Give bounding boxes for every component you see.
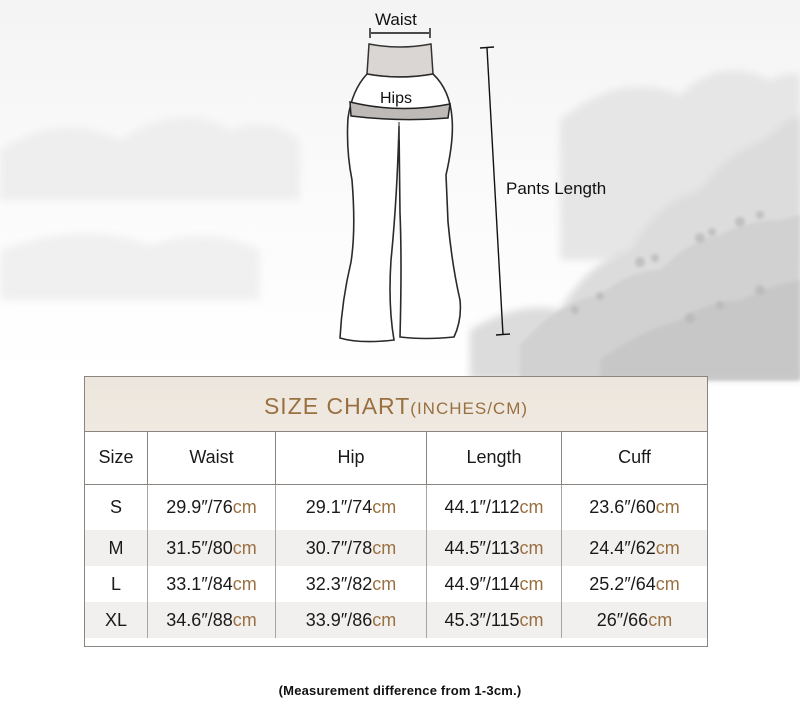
cell-waist-value: 33.1″/84 bbox=[166, 573, 233, 594]
table-body bbox=[85, 485, 707, 638]
cell-cuff-unit: cm bbox=[648, 609, 673, 630]
cell-waist bbox=[147, 530, 275, 566]
cell-cuff-value: 25.2″/64 bbox=[589, 573, 656, 594]
cell-hip-unit: cm bbox=[372, 497, 397, 517]
cell-waist-value: 34.6″/88 bbox=[166, 609, 233, 630]
cell-length-value: 44.9″/114 bbox=[444, 573, 520, 594]
cell-waist-value: 29.9″/76 bbox=[166, 497, 233, 517]
cell-hip-unit: cm bbox=[372, 609, 397, 630]
cell-size: M bbox=[108, 537, 124, 558]
cell-hip-value: 29.1″/74 bbox=[305, 497, 373, 517]
cell-length bbox=[426, 530, 561, 566]
measurement-note: (Measurement difference from 1-3cm.) bbox=[278, 683, 522, 698]
cell-hip bbox=[275, 566, 426, 602]
column-header-size: Size bbox=[98, 447, 134, 467]
cell-waist-unit: cm bbox=[232, 537, 257, 558]
cell-waist bbox=[147, 566, 275, 602]
cell-waist bbox=[147, 602, 275, 638]
cell-cuff bbox=[561, 485, 707, 530]
cell-hip-value: 33.9″/86 bbox=[305, 609, 373, 630]
cell-cuff-value: 26″/66 bbox=[596, 609, 649, 630]
cell-cuff-unit: cm bbox=[655, 497, 680, 517]
hips-label: Hips bbox=[380, 90, 413, 107]
cell-waist-value: 31.5″/80 bbox=[166, 537, 233, 558]
cell-length-unit: cm bbox=[519, 609, 544, 630]
cell-length-unit: cm bbox=[519, 537, 544, 558]
cell-hip-unit: cm bbox=[372, 573, 397, 594]
cell-waist-unit: cm bbox=[232, 609, 257, 630]
table-header-row bbox=[85, 431, 707, 485]
cell-length bbox=[426, 566, 561, 602]
cell-cuff bbox=[561, 566, 707, 602]
cell-waist-unit: cm bbox=[232, 497, 257, 517]
cell-length bbox=[426, 485, 561, 530]
cell-waist bbox=[147, 485, 275, 530]
cell-size: XL bbox=[104, 609, 128, 630]
cell-cuff-unit: cm bbox=[655, 537, 680, 558]
cell-length bbox=[426, 602, 561, 638]
table-row bbox=[85, 566, 707, 602]
cell-hip-value: 30.7″/78 bbox=[305, 537, 373, 558]
table-row bbox=[85, 485, 707, 530]
column-header-hip: Hip bbox=[275, 431, 426, 484]
cell-size: L bbox=[110, 573, 121, 594]
cell-cuff-unit: cm bbox=[655, 573, 680, 594]
waistband bbox=[367, 44, 433, 77]
table-row bbox=[85, 602, 707, 638]
cell-hip-value: 32.3″/82 bbox=[305, 573, 373, 594]
cell-length-value: 45.3″/115 bbox=[444, 609, 520, 630]
cell-length-value: 44.1″/112 bbox=[444, 497, 520, 517]
cell-waist-unit: cm bbox=[232, 573, 257, 594]
cell-hip bbox=[275, 602, 426, 638]
cell-hip-unit: cm bbox=[372, 537, 397, 558]
cell-hip bbox=[275, 530, 426, 566]
column-header-length: Length bbox=[426, 431, 561, 484]
size-chart-title bbox=[85, 377, 707, 432]
cell-length-value: 44.5″/113 bbox=[444, 537, 520, 558]
size-chart-table bbox=[84, 376, 708, 647]
table-row bbox=[85, 530, 707, 566]
pants-length-label: Pants Length bbox=[506, 179, 607, 198]
size-chart-grid bbox=[85, 431, 707, 646]
column-header-cuff: Cuff bbox=[561, 431, 707, 484]
column-header-waist: Waist bbox=[147, 431, 275, 484]
cell-cuff bbox=[561, 530, 707, 566]
waist-label: Waist bbox=[375, 10, 417, 29]
cell-length-unit: cm bbox=[519, 497, 544, 517]
size-chart-title-units: (INCHES/CM) bbox=[410, 399, 529, 418]
cell-cuff-value: 23.6″/60 bbox=[589, 497, 656, 517]
cell-size: S bbox=[109, 497, 122, 517]
cell-cuff-value: 24.4″/62 bbox=[589, 537, 656, 558]
cell-cuff bbox=[561, 602, 707, 638]
cell-hip bbox=[275, 485, 426, 530]
size-chart-title-text: SIZE CHART bbox=[263, 393, 411, 419]
cell-length-unit: cm bbox=[519, 573, 544, 594]
